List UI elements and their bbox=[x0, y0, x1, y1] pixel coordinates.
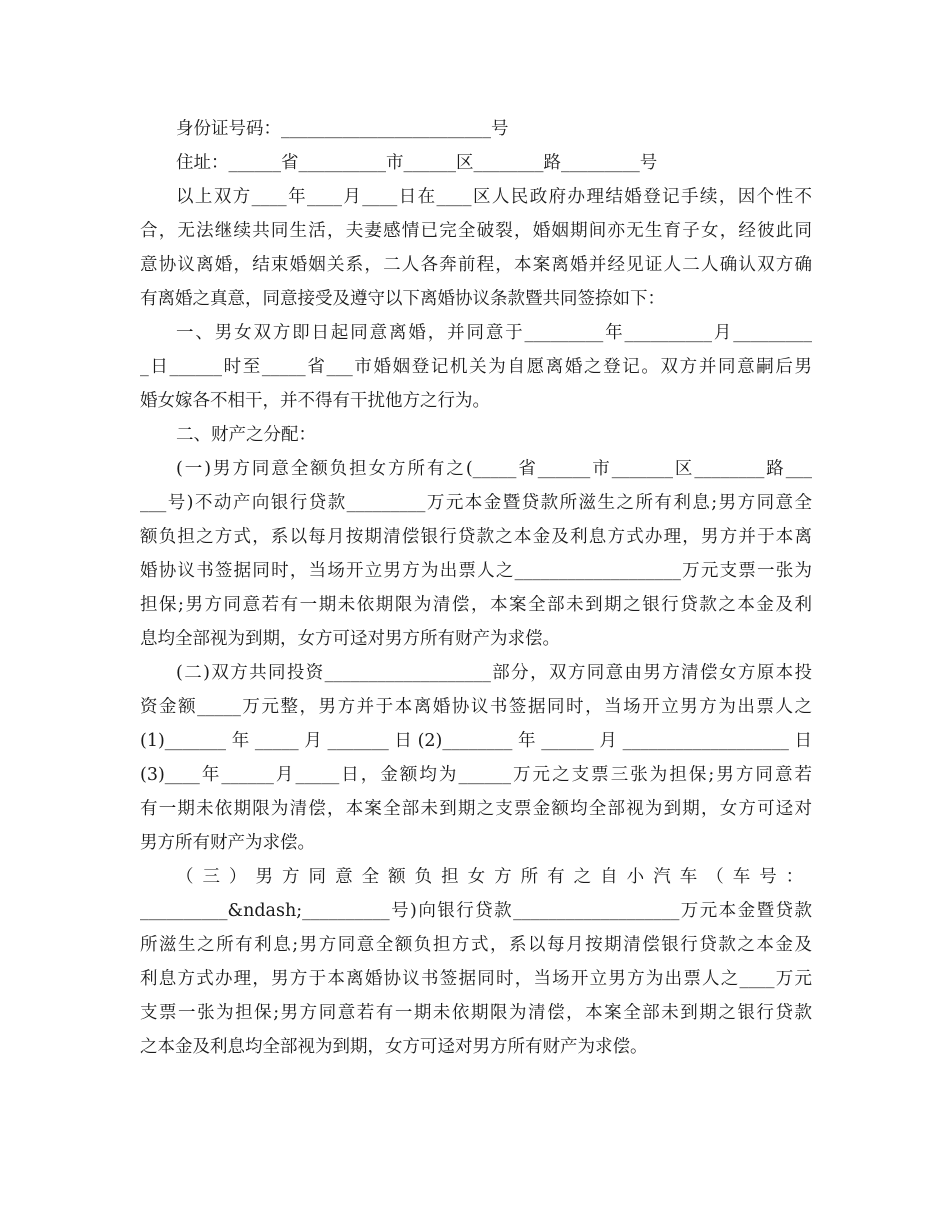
text-line: 婚协议书签据同时，当场开立男方为出票人之___________________万元支票一张为 bbox=[140, 561, 812, 581]
text-line: 所滋生之所有利息;男方同意全额负担方式，系以每月按期清偿银行贷款之本金及 bbox=[140, 935, 812, 955]
text-line: __________&ndash;__________号)向银行贷款___________________万元本金暨贷款 bbox=[140, 901, 812, 921]
text-line: 利息方式办理，男方于本离婚协议书签据同时，当场开立男方为出票人之____万元 bbox=[140, 969, 812, 989]
text-line: 有一期未依期限为清偿，本案全部未到期之支票金额均全部视为到期，女方可迳对 bbox=[140, 799, 812, 819]
text-line: 男方所有财产为求偿。 bbox=[140, 833, 315, 853]
text-line: 合，无法继续共同生活，夫妻感情已完全破裂，婚姻期间亦无生育子女，经彼此同 bbox=[140, 221, 812, 241]
text-line: (1)_______年_____月_______日(2)________年______月___________________日 bbox=[140, 731, 812, 751]
text-line: 息均全部视为到期，女方可迳对男方所有财产为求偿。 bbox=[140, 629, 560, 649]
text-line: 担保;男方同意若有一期未依期限为清偿，本案全部未到期之银行贷款之本金及利 bbox=[140, 595, 812, 615]
text-line: （三）男方同意全额负担女方所有之自小汽车（车号： bbox=[176, 867, 812, 887]
text-line: 婚女嫁各不相干，并不得有干扰他方之行为。 bbox=[140, 391, 490, 411]
text-line: _日______时至_____省___市婚姻登记机关为自愿离婚之登记。双方并同意嗣后男 bbox=[140, 357, 812, 377]
text-line: 额负担之方式，系以每月按期清偿银行贷款之本金及利息方式办理，男方并于本离 bbox=[140, 527, 812, 547]
text-line: 身份证号码：________________________号 bbox=[176, 119, 509, 139]
text-line: ___号)不动产向银行贷款_________万元本金暨贷款所滋生之所有利息;男方同意全 bbox=[140, 493, 812, 513]
text-line: 支票一张为担保;男方同意若有一期未依期限为清偿，本案全部未到期之银行贷款 bbox=[140, 1003, 812, 1023]
text-line: 一、男女双方即日起同意离婚，并同意于_________年__________月_________ bbox=[176, 323, 812, 343]
text-line: 二、财产之分配： bbox=[176, 425, 316, 445]
text-line: 有离婚之真意，同意接受及遵守以下离婚协议条款暨共同签捺如下： bbox=[140, 289, 665, 309]
text-line: 意协议离婚，结束婚姻关系，二人各奔前程，本案离婚并经见证人二人确认双方确 bbox=[140, 255, 812, 275]
text-line: (二)双方共同投资___________________部分，双方同意由男方清偿女方原本投 bbox=[176, 663, 812, 683]
text-line: 资金额_____万元整，男方并于本离婚协议书签据同时，当场开立男方为出票人之 bbox=[140, 697, 812, 717]
text-line: 之本金及利息均全部视为到期，女方可迳对男方所有财产为求偿。 bbox=[140, 1037, 648, 1057]
text-line: (3)____年______月_____日，金额均为______万元之支票三张为担保;男方同意若 bbox=[140, 765, 812, 785]
document-page bbox=[140, 112, 812, 1064]
text-line: 以上双方____年____月____日在____区人民政府办理结婚登记手续，因个性不 bbox=[176, 187, 812, 207]
text-line: (一)男方同意全额负担女方所有之(_____省______市_______区________路___ bbox=[176, 459, 812, 479]
text-line: 住址：______省__________市______区________路_________号 bbox=[176, 153, 658, 173]
